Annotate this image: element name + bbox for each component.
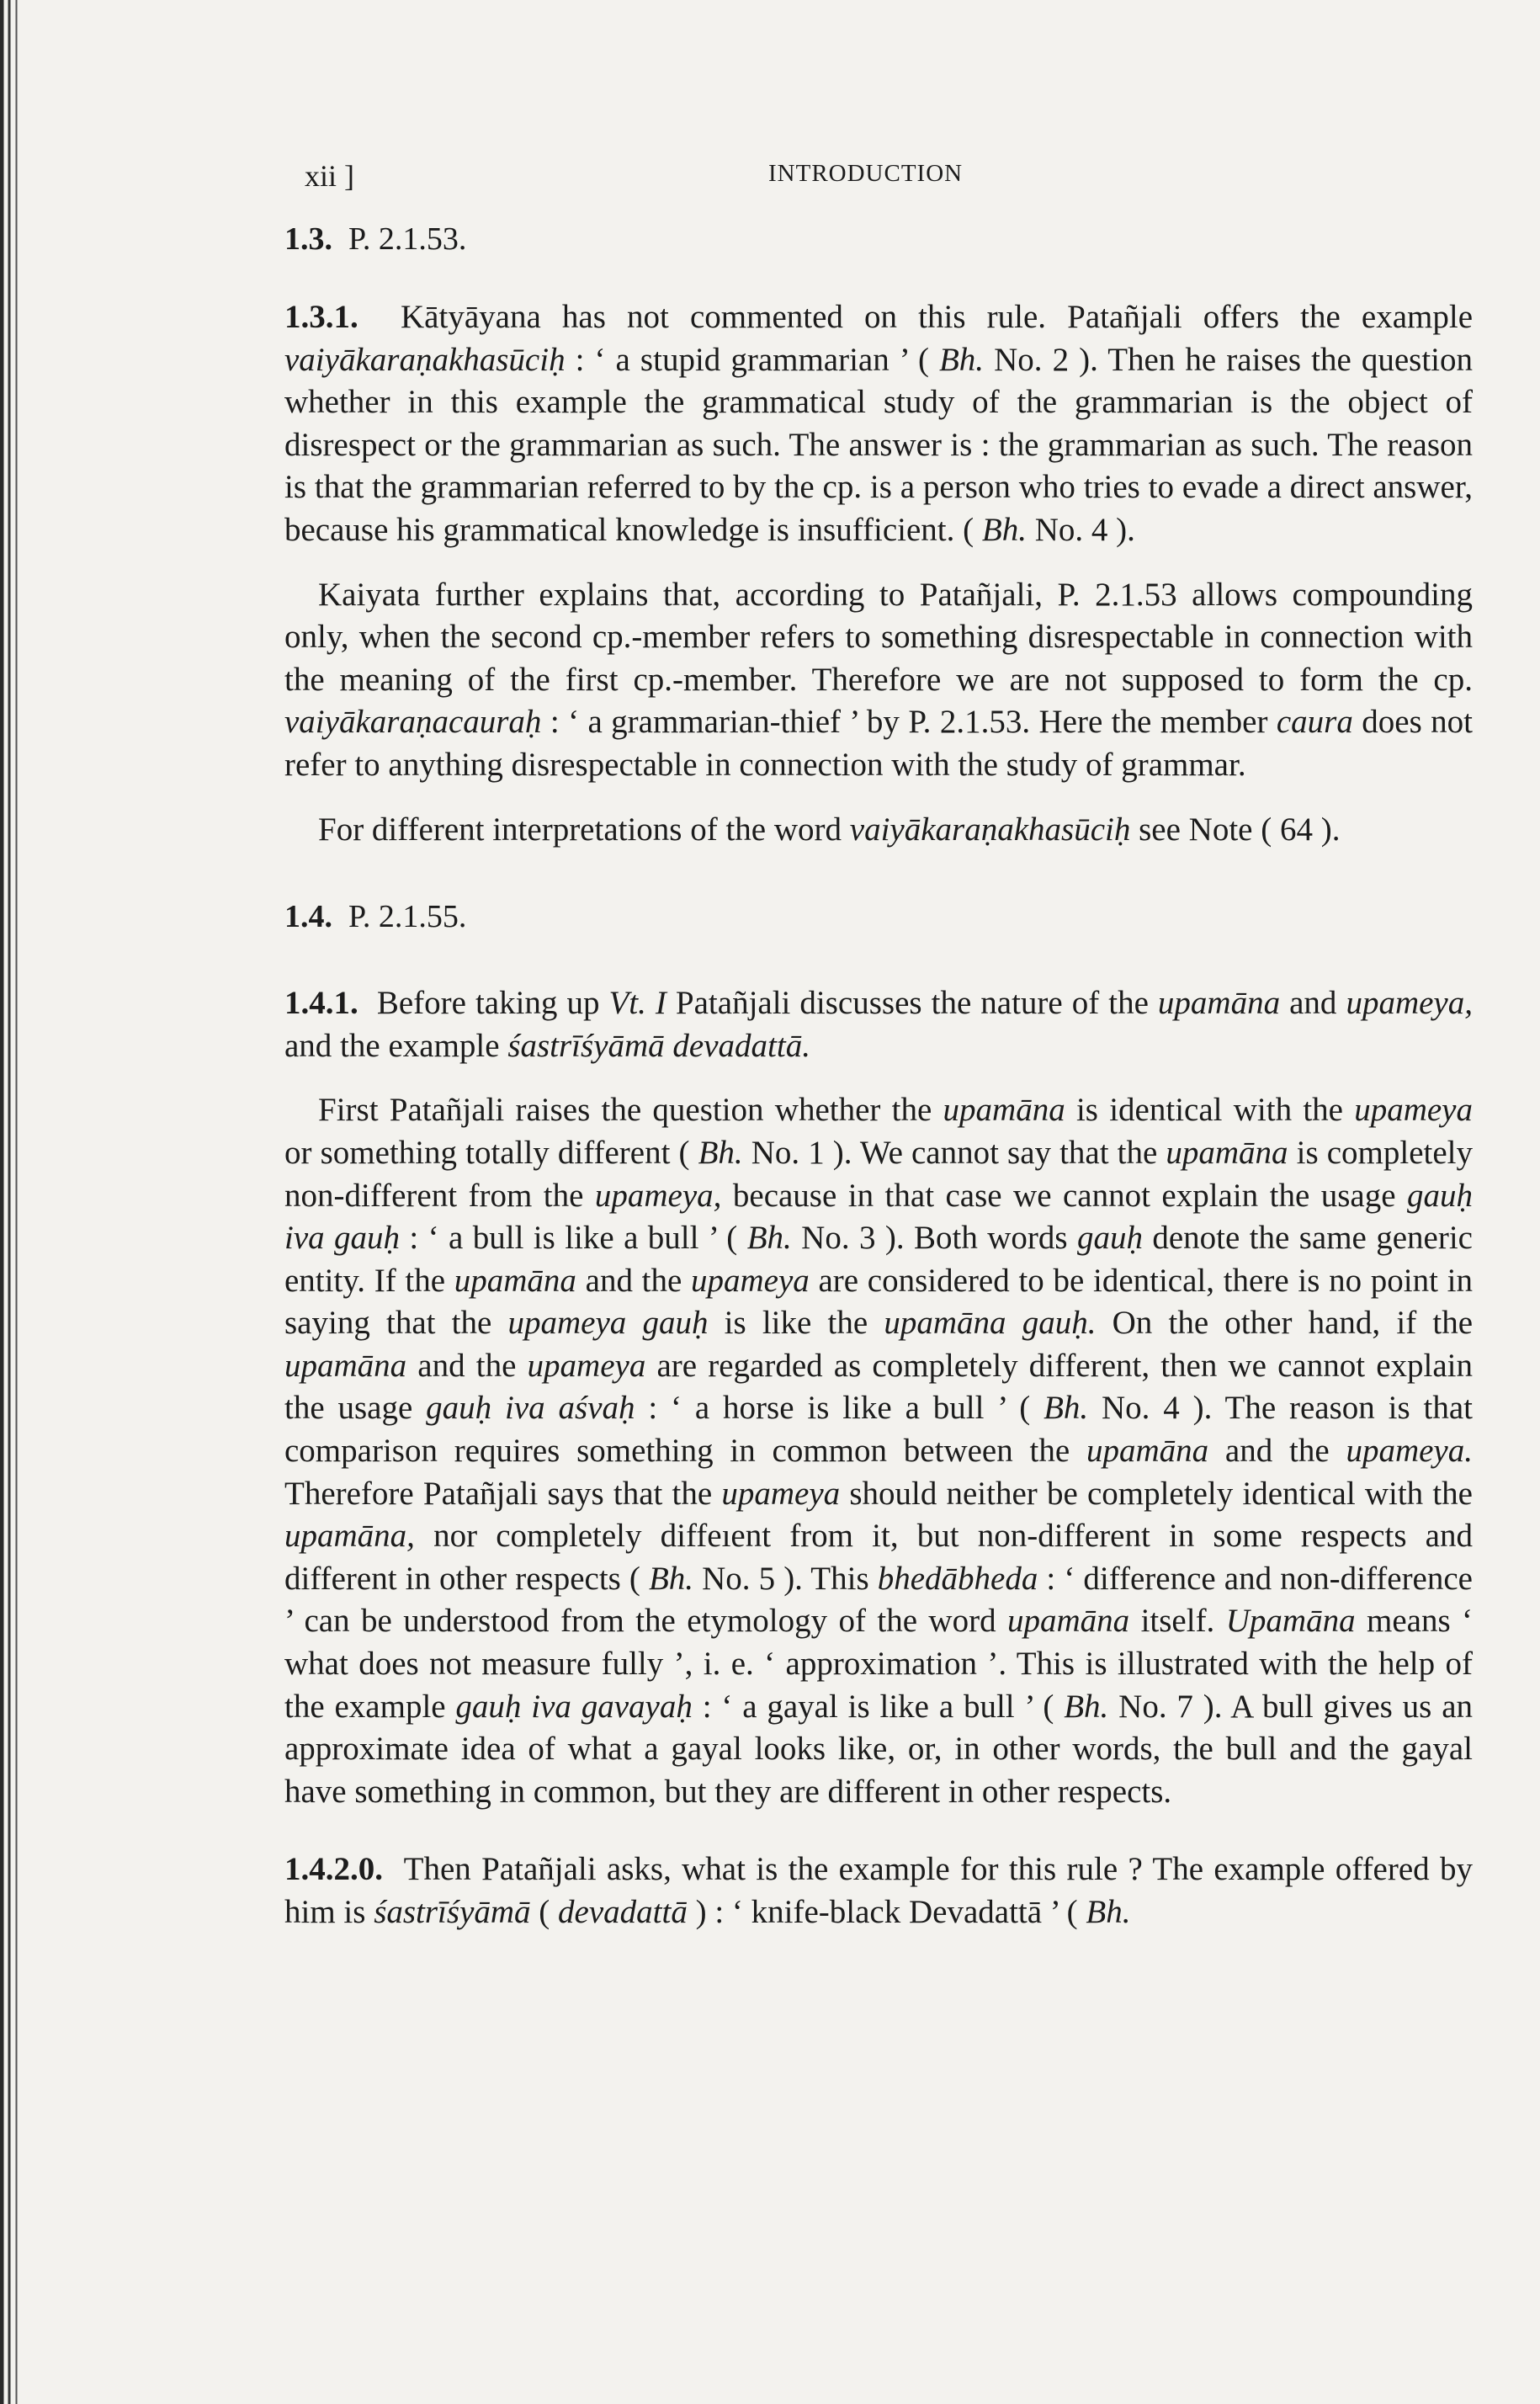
section-number: 1.3.1. xyxy=(284,299,358,335)
text: and the xyxy=(406,1347,528,1384)
sanskrit-term: devadattā xyxy=(558,1894,688,1930)
text: : ‘ a bull is like a bull ’ ( xyxy=(400,1220,747,1257)
text: No. 4 ). xyxy=(1026,511,1135,548)
paragraph-note-reference xyxy=(284,809,1473,852)
text: ( xyxy=(530,1894,559,1930)
section-heading-1-4 xyxy=(284,895,1473,939)
text: No. 1 ). We cannot say that the xyxy=(742,1134,1166,1171)
text: Kātyāyana has not commented on this rule. Patañjali offers the example xyxy=(401,299,1474,335)
sanskrit-term: vaiyākaraṇakhasūciḥ xyxy=(849,811,1131,848)
sanskrit-term: upamāna xyxy=(454,1262,576,1299)
sanskrit-term: vaiyākaraṇacauraḥ xyxy=(284,704,542,741)
text: On the other hand, if the xyxy=(1096,1305,1474,1342)
sanskrit-term: gauḥ iva gavayaḥ xyxy=(455,1688,693,1725)
sanskrit-term: upamāna xyxy=(284,1347,407,1384)
citation: Bh. xyxy=(1043,1390,1089,1427)
sanskrit-term: upamāna, xyxy=(284,1518,415,1555)
sanskrit-term: upameya xyxy=(691,1262,810,1299)
paragraph-1-4-2-0 xyxy=(284,1848,1473,1933)
sanskrit-term: caura xyxy=(1276,704,1353,741)
sanskrit-term: śastrīśyāmā xyxy=(374,1894,531,1930)
text: nor completely diffeıent from it, but non-different in some respects and different in other respects ( xyxy=(284,1518,1473,1597)
text: or something totally different ( xyxy=(284,1134,698,1171)
sanskrit-term: gauḥ iva gauḥ xyxy=(284,1177,1473,1257)
sanskrit-term: upameya, xyxy=(594,1177,722,1214)
text: denote the same generic entity. If the xyxy=(284,1220,1473,1299)
citation: Bh. xyxy=(1086,1894,1131,1930)
text: and xyxy=(1280,985,1346,1022)
sanskrit-term: upameya, xyxy=(1346,985,1473,1022)
sanskrit-term: upamāna xyxy=(1157,985,1281,1022)
sanskrit-term: gauḥ xyxy=(1076,1220,1143,1257)
sanskrit-term: Upamāna xyxy=(1225,1603,1356,1640)
text: : ‘ difference and non-difference ’ can be understood from the etymology of the word xyxy=(284,1560,1473,1640)
section-title: P. 2.1.55. xyxy=(348,899,467,935)
text: For different interpretations of the word xyxy=(318,811,850,848)
binding-edge xyxy=(0,0,22,2404)
paragraph-1-4-1 xyxy=(284,982,1473,1067)
text: see Note ( 64 ). xyxy=(1130,811,1341,848)
text: itself. xyxy=(1129,1603,1226,1640)
text: No. 4 ). The reason is that comparison requires something in common between the xyxy=(284,1390,1473,1470)
sanskrit-term: upamāna gauḥ. xyxy=(884,1305,1097,1342)
paragraph-kaiyata xyxy=(284,574,1473,787)
text: means ‘ what does not measure fully ’, i. e. ‘ approximation ’. This is illustrated with the help of the example xyxy=(284,1603,1474,1725)
text: No. 3 ). Both words xyxy=(791,1220,1077,1257)
text: Patañjali discusses the nature of the xyxy=(666,985,1158,1022)
paragraph-1-3-1 xyxy=(284,296,1473,552)
citation: Bh. xyxy=(981,511,1027,548)
text: Kaiyata further explains that, according to Patañjali, P. 2.1.53 allows compounding only, when the second cp.-member refers to something disrespectable in connection with the meaning of the first cp.-member. Therefore we are not supposed to form the cp. xyxy=(284,576,1473,698)
sanskrit-term: upameya xyxy=(1354,1092,1473,1129)
text: and the xyxy=(1208,1433,1346,1470)
citation: Bh. xyxy=(648,1560,694,1597)
sanskrit-term: upamāna xyxy=(1166,1134,1288,1171)
text: Therefore Patañjali says that the xyxy=(284,1475,722,1512)
text: ) : ‘ knife-black Devadattā ’ ( xyxy=(687,1894,1086,1930)
text: are considered to be identical, there is no point in saying that the xyxy=(284,1262,1473,1342)
citation: Bh. xyxy=(1064,1688,1109,1725)
section-number: 1.4. xyxy=(284,899,332,935)
citation: Bh. xyxy=(746,1220,792,1257)
text: is identical with the xyxy=(1065,1092,1355,1129)
page-number: xii ] xyxy=(305,159,354,193)
citation: Bh. xyxy=(698,1134,743,1171)
paragraph-upamana-upameya xyxy=(284,1089,1473,1813)
sanskrit-term: upameya. xyxy=(1346,1433,1473,1470)
text: should neither be completely identical with the xyxy=(840,1475,1473,1512)
sanskrit-term: upameya xyxy=(527,1347,646,1384)
text: Before taking up xyxy=(376,985,609,1022)
section-number: 1.4.2.0. xyxy=(284,1851,383,1888)
sanskrit-term: vaiyākaraṇakhasūciḥ xyxy=(284,341,566,378)
section-number: 1.4.1. xyxy=(284,985,358,1022)
text: and the xyxy=(576,1262,691,1299)
running-head xyxy=(284,148,1473,199)
sanskrit-term: upamāna xyxy=(1007,1603,1130,1640)
section-number: 1.3. xyxy=(284,221,332,257)
sanskrit-term: upamāna xyxy=(943,1092,1065,1129)
text: Then Patañjali asks, what is the example for this rule ? The example offered by him is xyxy=(284,1851,1473,1930)
sanskrit-term: bhedābheda xyxy=(877,1560,1038,1597)
text: is like the xyxy=(708,1305,884,1342)
section-heading-1-3 xyxy=(284,217,1473,261)
text: No. 7 ). A bull gives us an approximate idea of what a gayal looks like, or, in other words, the bull and the gayal have something in common, but they are different in other respects. xyxy=(284,1688,1474,1810)
text: : ‘ a stupid grammarian ’ ( xyxy=(565,341,939,378)
text: and the example xyxy=(284,1027,508,1064)
text: are regarded as completely different, then we cannot explain the usage xyxy=(284,1347,1473,1427)
section-title: P. 2.1.53. xyxy=(348,221,467,257)
text: : ‘ a grammarian-thief ’ by P. 2.1.53. Here the member xyxy=(541,704,1277,741)
sanskrit-term: upameya gauḥ xyxy=(507,1305,709,1342)
page-body xyxy=(284,148,1473,1934)
text: : ‘ a horse is like a bull ’ ( xyxy=(635,1390,1044,1427)
text: is completely non-different from the xyxy=(284,1134,1474,1214)
sanskrit-term: upameya xyxy=(721,1475,841,1512)
sanskrit-term: gauḥ iva aśvaḥ xyxy=(426,1390,635,1427)
text: No. 5 ). This xyxy=(693,1560,878,1597)
text: because in that case we cannot explain the usage xyxy=(721,1177,1407,1214)
sanskrit-term: śastrīśyāmā devadattā. xyxy=(507,1027,810,1064)
running-title: INTRODUCTION xyxy=(768,160,964,187)
sanskrit-term: upamāna xyxy=(1086,1433,1209,1470)
text: : ‘ a gayal is like a bull ’ ( xyxy=(692,1688,1065,1725)
text: does not refer to anything disrespectable in connection with the study of grammar. xyxy=(284,704,1473,783)
text: No. 2 ). Then he raises the question whether in this example the grammatical study of the grammarian is the object of disrespect or the grammarian as such. The answer is : the grammarian as such. The reason is that the grammarian referred to by the cp. is a person who tries to evade a direct answer, because his grammatical knowledge is insufficient. ( xyxy=(284,341,1473,548)
text: First Patañjali raises the question whether the xyxy=(318,1092,943,1129)
citation: Vt. I xyxy=(608,985,666,1022)
citation: Bh. xyxy=(938,341,985,378)
